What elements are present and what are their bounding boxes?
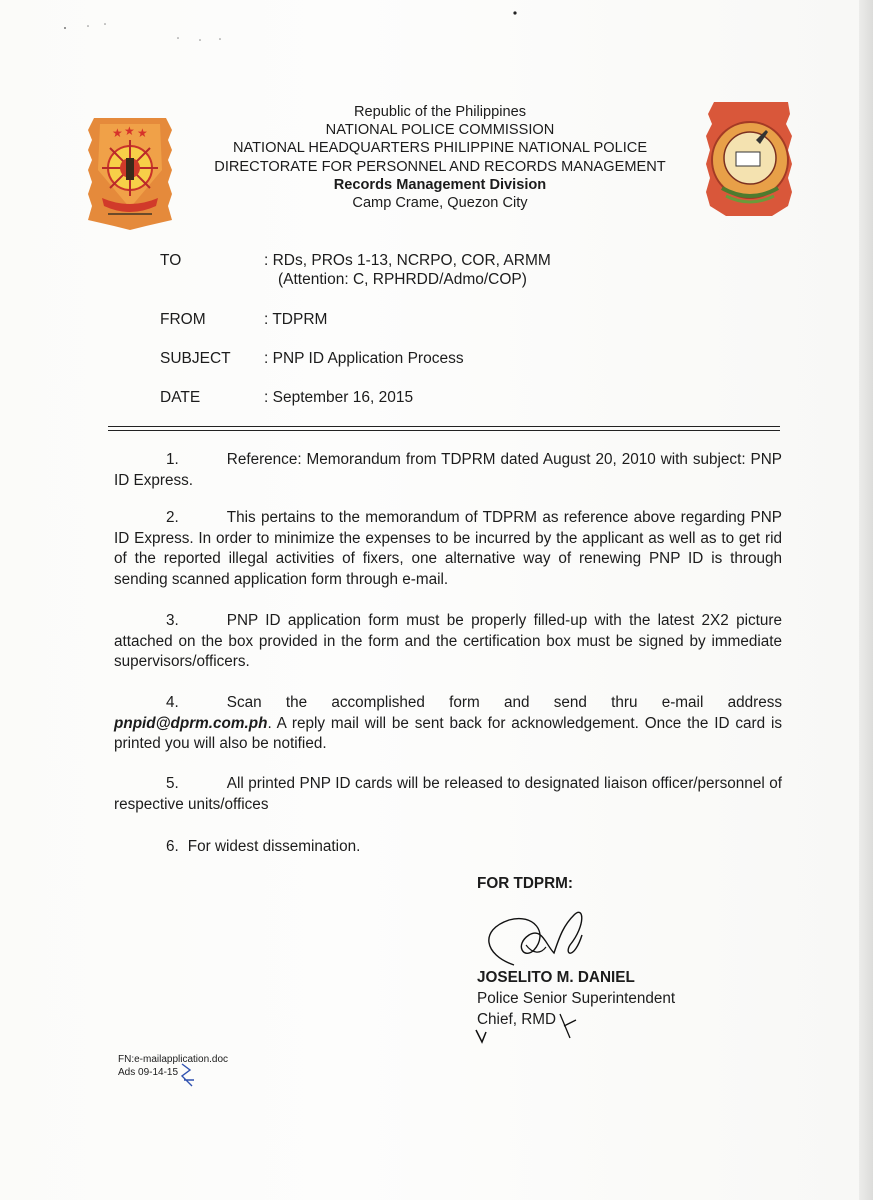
paragraph-4 (114, 693, 782, 755)
svg-text:★: ★ (112, 126, 123, 140)
p2-number: 2. (166, 509, 179, 526)
p5-number: 5. (166, 775, 179, 792)
initial-marks (472, 1010, 582, 1046)
signatory-name-wrap (477, 969, 635, 987)
blue-initial-mark (178, 1062, 196, 1088)
p6-number: 6. (166, 838, 179, 855)
p1-text: Reference: Memorandum from TDPRM dated August 20, 2010 with subject: PNP ID Express. (114, 451, 782, 489)
p1-number: 1. (166, 451, 179, 468)
records-management-seal-icon (704, 100, 794, 220)
p6-text: For widest dissemination. (187, 838, 361, 855)
paragraph-1 (114, 450, 782, 491)
signatory-position: Chief, RMD (477, 1011, 557, 1028)
p5-text: All printed PNP ID cards will be released to designated liaison officer/personnel of respective units/offices (114, 775, 782, 813)
date-label: DATE (160, 389, 201, 406)
to-value: : RDs, PROs 1-13, NCRPO, COR, ARMM (264, 252, 551, 269)
filename: FN:e-mailapplication.doc (118, 1054, 229, 1065)
from-label: FROM (160, 311, 206, 328)
heading-divider (108, 426, 780, 427)
header-napolcom: NATIONAL POLICE COMMISSION (325, 122, 555, 139)
handwritten-signature (474, 905, 604, 975)
to-label: TO (160, 252, 182, 269)
signatory-rank-wrap (477, 990, 675, 1008)
signatory-rank: Police Senior Superintendent (477, 990, 676, 1007)
svg-text:★: ★ (137, 126, 148, 140)
header-nhq: NATIONAL HEADQUARTERS PHILIPPINE NATIONAL POLICE (232, 140, 648, 157)
heading-divider-2 (108, 430, 780, 431)
subject-value: : PNP ID Application Process (264, 350, 464, 367)
pnp-seal-icon (86, 110, 174, 230)
paragraph-2 (114, 508, 782, 590)
initials-date: Ads 09-14-15 (118, 1067, 179, 1078)
header-directorate: DIRECTORATE FOR PERSONNEL AND RECORDS MANAGEMENT (214, 158, 666, 175)
paragraph-5 (114, 774, 782, 815)
to-attention: (Attention: C, RPHRDD/Admo/COP) (278, 271, 527, 288)
subject-label: SUBJECT (160, 350, 231, 367)
svg-text:★: ★ (124, 124, 135, 138)
scan-specks (60, 20, 260, 50)
paragraph-3 (114, 611, 782, 673)
p3-number: 3. (166, 612, 179, 629)
date-value: : September 16, 2015 (264, 389, 414, 406)
p4-number: 4. (166, 694, 179, 711)
p2-text: This pertains to the memorandum of TDPRM as reference above regarding PNP ID Express. In order to minimize the expenses to be incurred by the applicant as well as to get rid of the reported illegal activities of fixers, one alternative way of renewing PNP ID is through sending scanned application form through e-mail. (114, 509, 782, 588)
file-reference (118, 1053, 228, 1079)
scan-edge (859, 0, 873, 1200)
signatory-name: JOSELITO M. DANIEL (477, 969, 635, 986)
header-republic: Republic of the Philippines (354, 104, 526, 120)
from-value: : TDPRM (264, 311, 328, 328)
p4-email-link[interactable]: pnpid@dprm.com.ph (114, 714, 268, 732)
header-location: Camp Crame, Quezon City (352, 195, 528, 212)
p4-text-post: . A reply mail will be sent back for acknowledgement. Once the ID card is printed you will also be notified. (114, 714, 782, 752)
paragraph-6 (114, 837, 782, 858)
header-division: Records Management Division (333, 176, 547, 193)
letterhead (180, 103, 700, 212)
signature-for-label: FOR TDPRM: (477, 875, 574, 892)
p4-text-pre: Scan the accomplished form and send thru e-mail address (226, 694, 782, 711)
scan-dot (512, 10, 518, 16)
p3-text: PNP ID application form must be properly filled-up with the latest 2X2 picture attached on the box provided in the form and the certification box must be signed by immediate supervisors/officers. (114, 612, 782, 670)
